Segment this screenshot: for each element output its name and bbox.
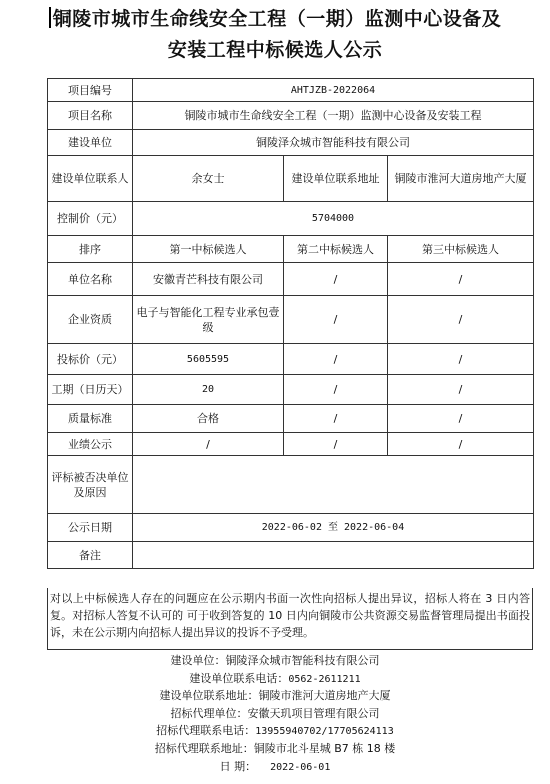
footer-builder-value: 铜陵泽众城市智能科技有限公司 (225, 654, 380, 667)
rank-header-2: 第二中标候选人 (284, 236, 388, 263)
remark-label: 备注 (48, 542, 133, 569)
table-row (48, 296, 534, 344)
duration-3: / (388, 375, 534, 405)
bid-price-1: 5605595 (133, 344, 284, 375)
builder-label: 建设单位 (48, 130, 133, 156)
footer-agent-value: 安徽天玑项目管理有限公司 (247, 706, 380, 720)
table-row (48, 456, 534, 514)
control-price-value: 5704000 (133, 202, 534, 236)
footer-address-label: 建设单位联系地址： (159, 689, 259, 703)
project-no-label: 项目编号 (48, 79, 133, 102)
bid-price-2: / (284, 344, 388, 375)
footer-agent-address (0, 740, 550, 758)
project-name-label: 项目名称 (48, 102, 133, 130)
table-row (48, 156, 534, 202)
footer-agent-address-label: 招标代理联系地址： (154, 741, 254, 755)
footer-agent-label: 招标代理单位： (170, 706, 248, 720)
performance-label: 业绩公示 (48, 433, 133, 456)
footer-phone (0, 670, 550, 688)
rank-header-3: 第三中标候选人 (388, 236, 534, 263)
company-name-3: / (388, 263, 534, 296)
quality-2: / (284, 405, 388, 433)
title-line-1-text: 铜陵市城市生命线安全工程（一期）监测中心设备及 (52, 8, 502, 30)
candidate-table (47, 78, 534, 569)
builder-value: 铜陵泽众城市智能科技有限公司 (133, 130, 534, 156)
quality-1: 合格 (133, 405, 284, 433)
reject-label: 评标被否决单位及原因 (48, 456, 133, 514)
table-row (48, 514, 534, 542)
company-name-2: / (284, 263, 388, 296)
table-row (48, 79, 534, 102)
title-line-1 (0, 4, 550, 35)
control-price-label: 控制价（元） (48, 202, 133, 236)
page-title (0, 4, 550, 66)
duration-2: / (284, 375, 388, 405)
footer-date (0, 758, 550, 776)
table-row (48, 202, 534, 236)
table-row (48, 542, 534, 569)
table-row (48, 405, 534, 433)
rank-label: 排序 (48, 236, 133, 263)
remark-value (133, 542, 534, 569)
footer-builder (0, 652, 550, 670)
table-row (48, 263, 534, 296)
footer-date-value: 2022-06-01 (270, 761, 331, 773)
qualification-1: 电子与智能化工程专业承包壹级 (133, 296, 284, 344)
quality-label: 质量标准 (48, 405, 133, 433)
table-row (48, 375, 534, 405)
footer-phone-value: 0562-2611211 (288, 673, 361, 685)
footer-agent-phone-label: 招标代理联系电话： (156, 724, 256, 738)
project-no-value: AHTJZB-2022064 (133, 79, 534, 102)
builder-address-label: 建设单位联系地址 (284, 156, 388, 202)
builder-contact-label: 建设单位联系人 (48, 156, 133, 202)
table-row (48, 433, 534, 456)
table-row (48, 130, 534, 156)
footer-agent-phone (0, 722, 550, 740)
footer-builder-label: 建设单位： (170, 654, 226, 667)
company-name-label: 单位名称 (48, 263, 133, 296)
bid-price-3: / (388, 344, 534, 375)
table-row (48, 102, 534, 130)
text-cursor (49, 7, 51, 28)
table-row (48, 344, 534, 375)
project-name-value: 铜陵市城市生命线安全工程（一期）监测中心设备及安装工程 (133, 102, 534, 130)
duration-1: 20 (133, 375, 284, 405)
company-name-1: 安徽青芒科技有限公司 (133, 263, 284, 296)
qualification-3: / (388, 296, 534, 344)
footer-info (0, 652, 550, 775)
rank-header-1: 第一中标候选人 (133, 236, 284, 263)
publicity-label: 公示日期 (48, 514, 133, 542)
footer-date-label: 日 期： (219, 759, 257, 773)
footer-agent (0, 705, 550, 723)
bid-price-label: 投标价（元） (48, 344, 133, 375)
objection-notice: 对以上中标候选人存在的问题应在公示期内书面一次性向招标人提出异议，招标人将在 3 日内答复。对招标人答复不认可的 可于收到答复的 10 日内向铜陵市公共资源交易监督管理局提出书面投诉，未在公示期内向招标人提出异议的投诉不予受理。 (47, 588, 533, 650)
publicity-dates: 2022-06-02 至 2022-06-04 (133, 514, 534, 542)
title-line-2: 安装工程中标候选人公示 (167, 39, 383, 61)
table-row (48, 236, 534, 263)
footer-phone-label: 建设单位联系电话： (189, 671, 289, 685)
footer-agent-address-value: 铜陵市北斗星城 B7 栋 18 楼 (253, 741, 396, 755)
footer-agent-phone-value: 13955940702/17705624113 (255, 726, 394, 738)
reject-value (133, 456, 534, 514)
performance-1: / (133, 433, 284, 456)
qualification-label: 企业资质 (48, 296, 133, 344)
duration-label: 工期（日历天） (48, 375, 133, 405)
performance-2: / (284, 433, 388, 456)
qualification-2: / (284, 296, 388, 344)
quality-3: / (388, 405, 534, 433)
footer-address (0, 687, 550, 705)
performance-3: / (388, 433, 534, 456)
builder-contact-value: 余女士 (133, 156, 284, 202)
builder-address-value: 铜陵市淮河大道房地产大厦 (388, 156, 534, 202)
footer-address-value: 铜陵市淮河大道房地产大厦 (258, 689, 391, 703)
